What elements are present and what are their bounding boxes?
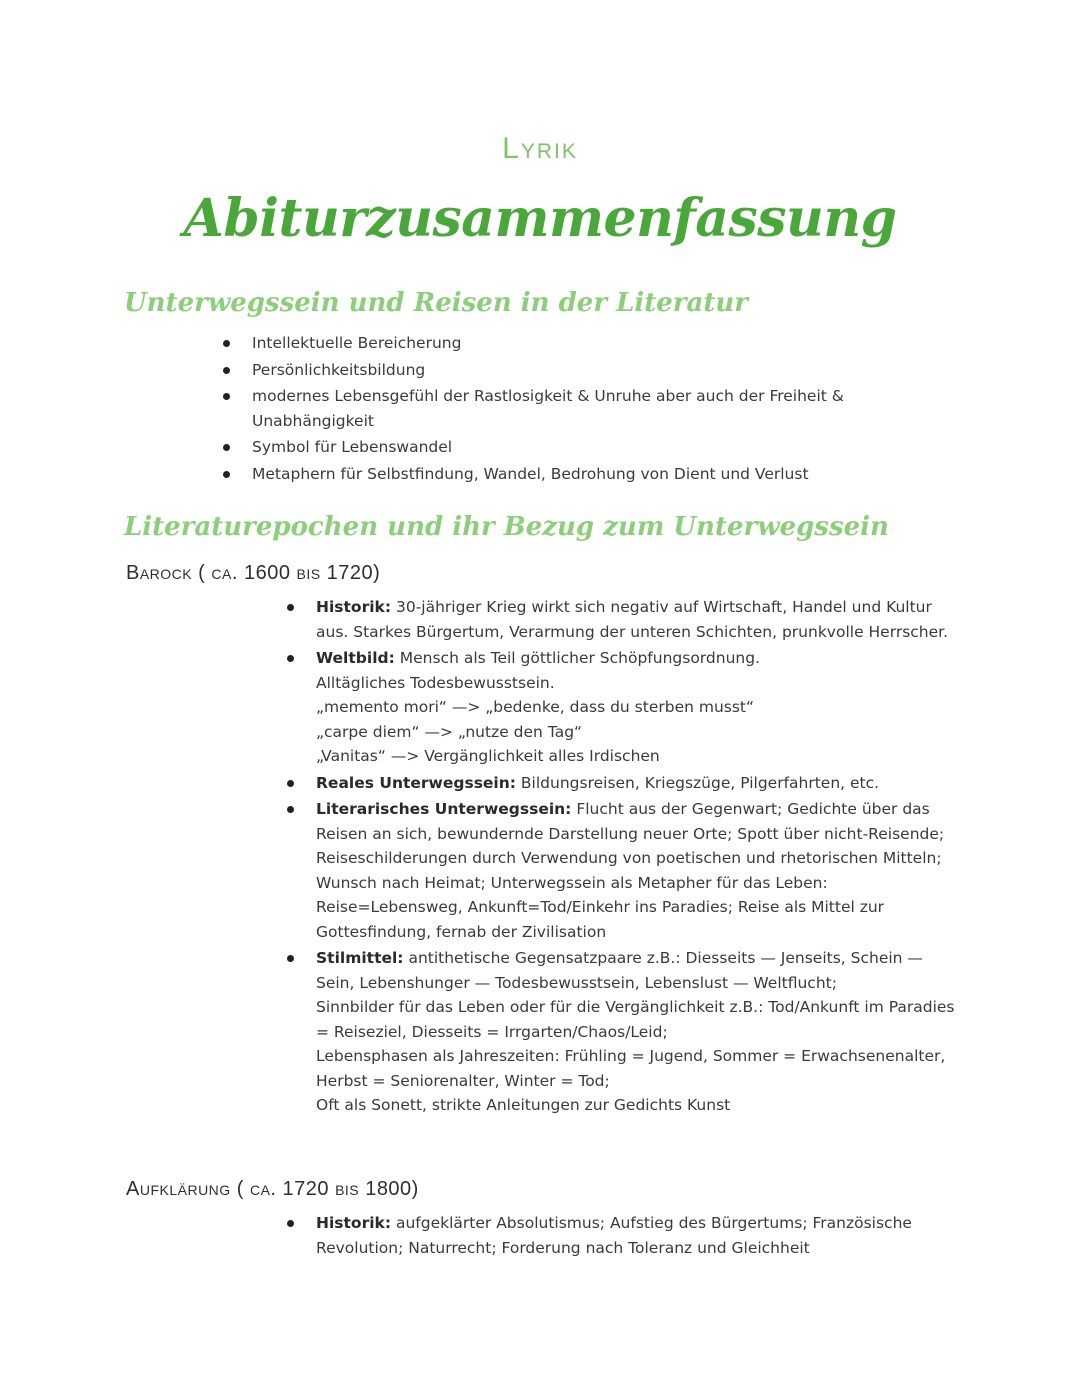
- bullet-icon: [287, 780, 294, 787]
- item-label: Historik:: [316, 1214, 392, 1232]
- list-item: [316, 595, 956, 644]
- list-item: Persönlichkeitsbildung: [252, 358, 912, 383]
- item-text: Mensch als Teil göttlicher Schöpfungsordnung.: [399, 649, 760, 667]
- bullet-icon: [287, 1220, 294, 1227]
- list-item: [316, 646, 956, 769]
- item-text: 30-jähriger Krieg wirkt sich negativ auf Wirtschaft, Handel und Kultur aus. Starkes Bürgertum, Verarmung der unteren Schichten, prunkvolle Herrscher.: [316, 598, 949, 641]
- bullet-icon: [223, 444, 230, 451]
- list-item: [316, 1211, 956, 1260]
- list-item: [316, 946, 956, 1118]
- item-text: Lebensphasen als Jahreszeiten: Frühling = Jugend, Sommer = Erwachsenenalter, Herbst = Seniorenalter, Winter = Tod;: [316, 1047, 946, 1090]
- item-text: Alltägliches Todesbewusstsein.: [316, 673, 555, 692]
- bullet-icon: [223, 471, 230, 478]
- epoch-heading-barock: Barock ( ca. 1600 bis 1720): [126, 562, 381, 584]
- bullet-icon: [287, 655, 294, 662]
- item-text: Flucht aus der Gegenwart; Gedichte über das Reisen an sich, bewundernde Darstellung neuer Orte; Spott über nicht-Reisende; Reiseschilderungen durch Verwendung von poetischen und rhetorischen Mitteln; Wunsch nach Heimat; Unterwegssein als Metapher für das Leben: Reise=Lebensweg, Ankunft=Tod/Einkehr ins Paradies; Reise als Mittel zur Gottesfindung, fernab der Zivilisation: [316, 800, 945, 941]
- bullet-icon: [223, 393, 230, 400]
- item-text: aufgeklärter Absolutismus; Aufstieg des Bürgertums; Französische Revolution; Naturrecht; Forderung nach Toleranz und Gleichheit: [316, 1214, 912, 1257]
- document-title: Abiturzusammenfassung: [183, 188, 897, 249]
- aufklaerung-bullet-list: [316, 1211, 956, 1262]
- item-label: Reales Unterwegssein:: [316, 773, 516, 792]
- barock-bullet-list: [316, 595, 956, 1120]
- list-item: Symbol für Lebenswandel: [252, 435, 912, 460]
- item-label: Stilmittel:: [316, 949, 404, 967]
- bullet-icon: [287, 806, 294, 813]
- epoch-heading-aufklaerung: Aufklärung ( ca. 1720 bis 1800): [126, 1178, 419, 1200]
- list-item: modernes Lebensgefühl der Rastlosigkeit & Unruhe aber auch der Freiheit & Unabhängigkeit: [252, 384, 912, 433]
- item-label: Weltbild:: [316, 649, 395, 667]
- item-text: „Vanitas“ —> Vergänglichkeit alles Irdischen: [316, 747, 660, 765]
- item-text: antithetische Gegensatzpaare z.B.: Diesseits — Jenseits, Schein — Sein, Lebenshunger — Todesbewusstsein, Lebenslust — Weltflucht;: [316, 949, 923, 992]
- section-heading-travel: Unterwegssein und Reisen in der Literatur: [124, 288, 748, 318]
- bullet-icon: [287, 604, 294, 611]
- bullet-icon: [223, 367, 230, 374]
- bullet-icon: [223, 340, 230, 347]
- document-subtitle: Lyrik: [502, 132, 578, 165]
- travel-bullet-list: [252, 331, 912, 488]
- item-text: Oft als Sonett, strikte Anleitungen zur Gedichts Kunst: [316, 1096, 731, 1114]
- section-heading-epochs: Literaturepochen und ihr Bezug zum Unterwegssein: [124, 512, 889, 542]
- list-item: [316, 797, 956, 944]
- list-item: Metaphern für Selbstfindung, Wandel, Bedrohung von Dient und Verlust: [252, 462, 912, 487]
- item-label: Historik:: [316, 598, 392, 616]
- item-text: „carpe diem“ —> „nutze den Tag“: [316, 722, 583, 741]
- item-text: „memento mori“ —> „bedenke, dass du sterben musst“: [316, 698, 755, 716]
- list-item: Intellektuelle Bereicherung: [252, 331, 912, 356]
- item-label: Literarisches Unterwegssein:: [316, 800, 572, 818]
- bullet-icon: [287, 955, 294, 962]
- item-text: Bildungsreisen, Kriegszüge, Pilgerfahrten, etc.: [520, 773, 880, 792]
- item-text: Sinnbilder für das Leben oder für die Vergänglichkeit z.B.: Tod/Ankunft im Paradies = Reiseziel, Diesseits = Irrgarten/Chaos/Leid;: [316, 998, 955, 1041]
- list-item: [316, 771, 956, 796]
